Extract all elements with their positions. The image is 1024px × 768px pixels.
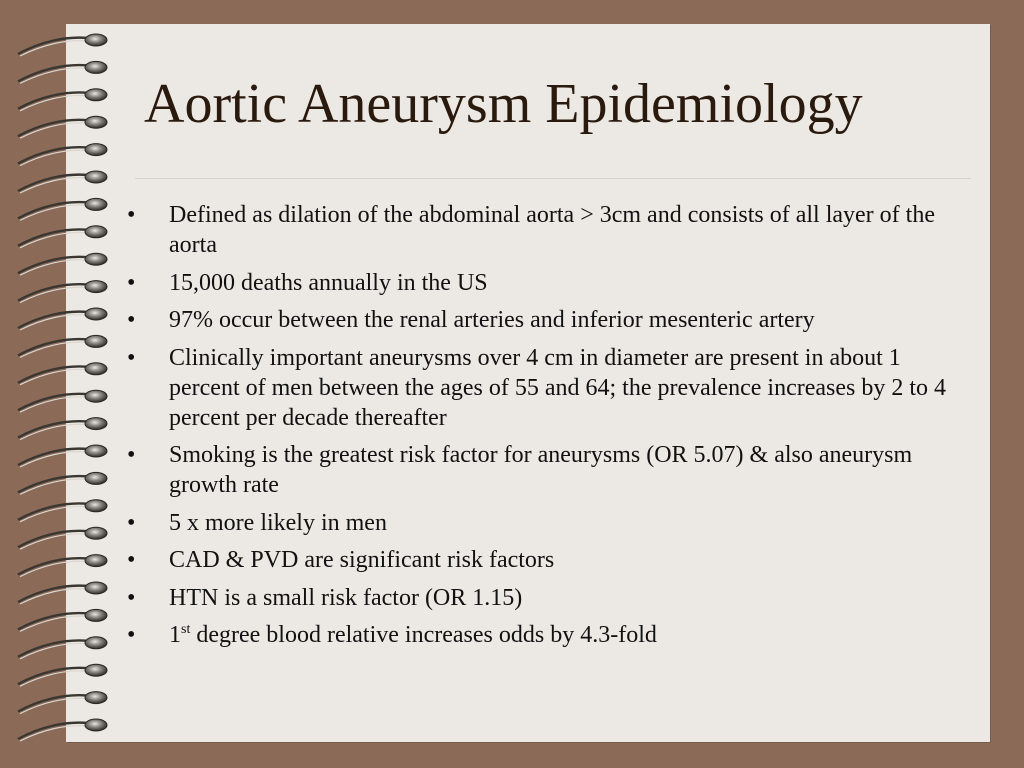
bullet-item (127, 508, 977, 538)
bullet-icon: • (127, 344, 136, 371)
bullet-icon: • (127, 442, 136, 468)
bullet-text: HTN is a small risk factor (OR 1.15) (169, 584, 523, 611)
bullet-icon: • (127, 622, 136, 648)
bullet-item (127, 305, 977, 335)
bullet-item (127, 200, 977, 260)
bullet-icon: • (127, 269, 136, 296)
bullet-icon: • (127, 307, 136, 333)
bullet-text-rest: degree blood relative increases odds by 4.3-fold (190, 622, 657, 648)
slide-title: Aortic Aneurysm Epidemiology (144, 73, 863, 135)
bullet-icon: • (127, 584, 136, 611)
bullet-icon: • (127, 547, 136, 573)
bullet-text: 15,000 deaths annually in the US (169, 269, 488, 296)
bullet-item (127, 620, 977, 650)
bullet-text (169, 622, 657, 648)
title-divider (135, 178, 971, 179)
bullet-item (127, 343, 977, 433)
bullet-list (127, 200, 977, 658)
bullet-text: Clinically important aneurysms over 4 cm in diameter are present in about 1 percent of men between the ages of 55 and 64; the prevalence increases by 2 to 4 percent per decade thereafter (169, 344, 947, 431)
bullet-item (127, 268, 977, 298)
bullet-item (127, 440, 977, 500)
bullet-text: Smoking is the greatest risk factor for aneurysms (OR 5.07) & also aneurysm growth rate (169, 442, 913, 498)
bullet-item (127, 545, 977, 575)
bullet-text: 97% occur between the renal arteries and inferior mesenteric artery (169, 307, 815, 333)
ordinal-suffix: st (181, 622, 191, 637)
bullet-item (127, 583, 977, 613)
bullet-text: Defined as dilation of the abdominal aorta > 3cm and consists of all layer of the aorta (169, 202, 935, 258)
bullet-text: 5 x more likely in men (169, 509, 387, 536)
bullet-icon: • (127, 202, 136, 228)
bullet-icon: • (127, 509, 136, 536)
ordinal-number: 1 (169, 622, 181, 648)
bullet-text: CAD & PVD are significant risk factors (169, 547, 555, 573)
